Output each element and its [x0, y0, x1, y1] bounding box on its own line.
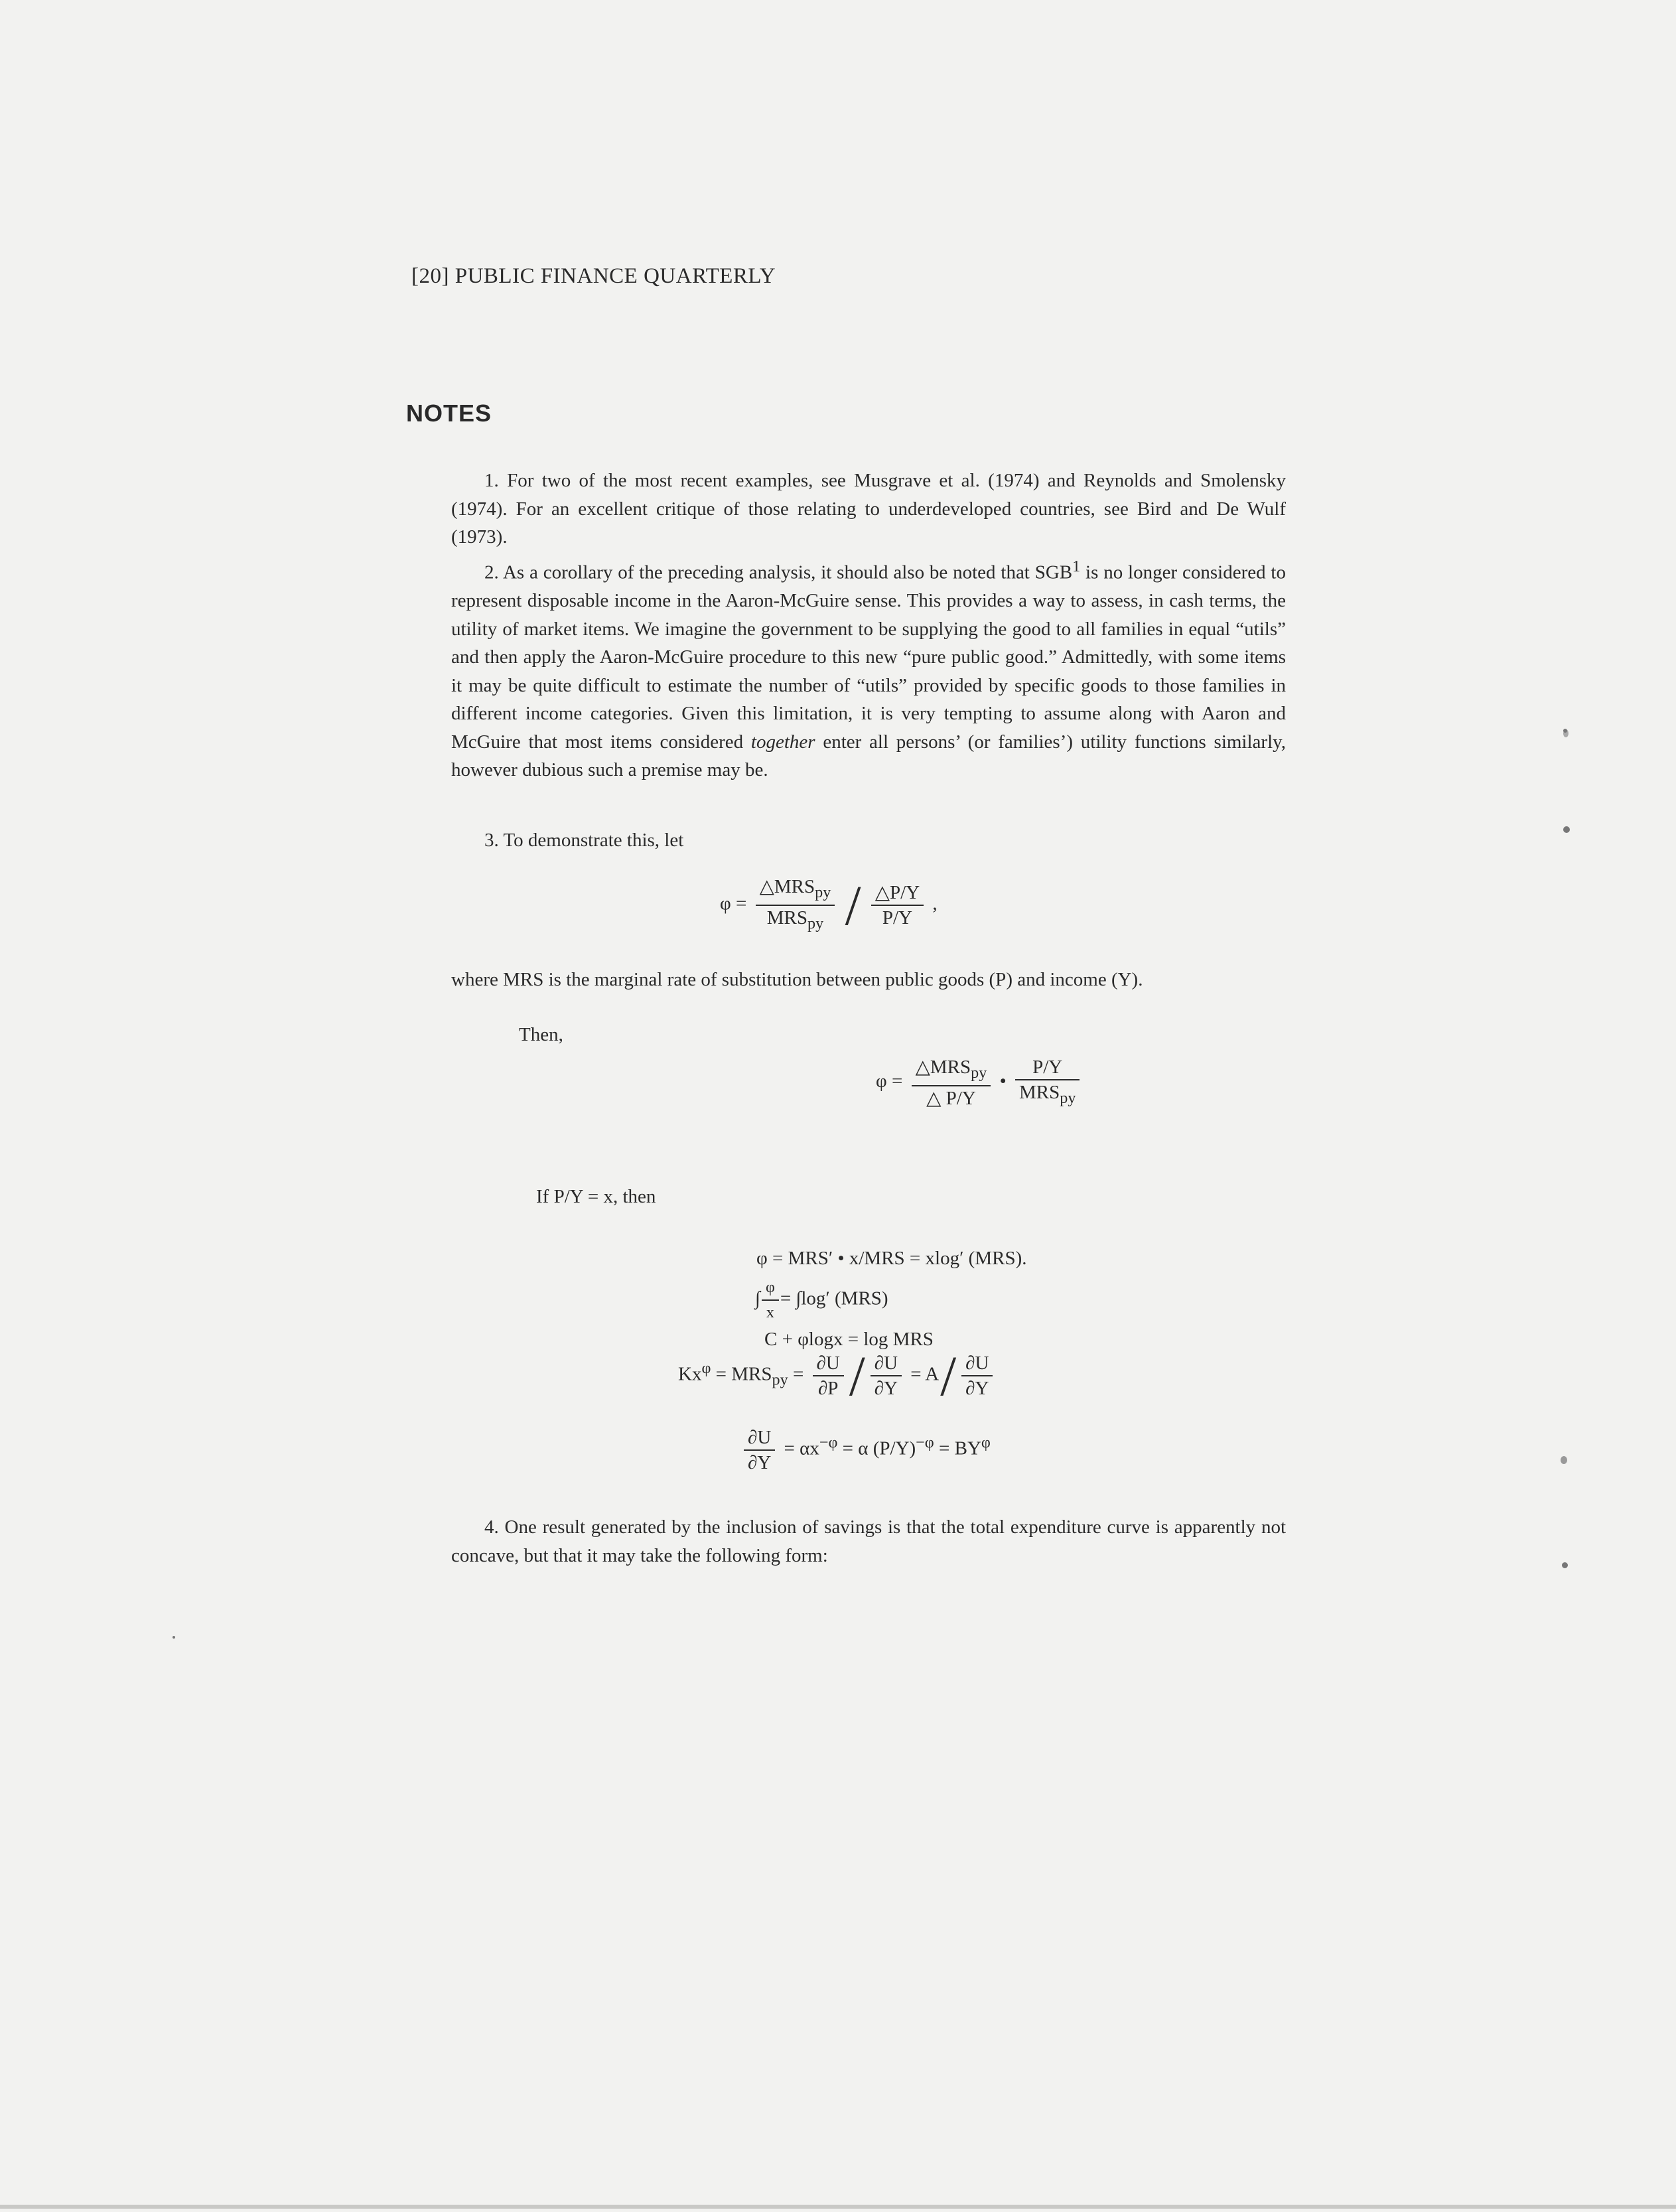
- eq1-slash: /: [845, 873, 861, 937]
- eq1-den1: MRS: [766, 907, 807, 928]
- eq7-den: ∂Y: [744, 1449, 775, 1475]
- eq1-num1-sub: py: [815, 883, 831, 901]
- eq2-den2-sub: py: [1060, 1088, 1076, 1107]
- eq6-num3: ∂U: [965, 1353, 989, 1374]
- eq4-num: φ: [765, 1279, 775, 1296]
- eq1-den1-sub: py: [807, 914, 824, 932]
- equation-3: φ = MRS′ • x/MRS = xlog′ (MRS).: [756, 1248, 1027, 1269]
- eq2-den2: MRS: [1018, 1082, 1060, 1103]
- note-1: [451, 467, 1286, 552]
- eq6-mid: = MRS: [715, 1363, 772, 1385]
- eq6-fraction-1: [813, 1351, 844, 1400]
- scan-speck: [1561, 1456, 1567, 1464]
- equation-7: [740, 1426, 991, 1475]
- eq7-fraction: [744, 1426, 775, 1475]
- eq4-integral: ∫: [755, 1288, 760, 1309]
- eq4-rest: = ∫log′ (MRS): [780, 1288, 888, 1309]
- eq6-a: = A: [910, 1363, 940, 1385]
- eq2-fraction-2: [1015, 1055, 1080, 1110]
- eq6-slash-2: /: [940, 1344, 957, 1408]
- eq1-num1: △MRS: [759, 876, 815, 897]
- eq6-num1: ∂U: [816, 1353, 840, 1374]
- note-2-text-a: 2. As a corollary of the preceding analysis, it should also be noted that SGB: [484, 561, 1073, 583]
- note-2-text-c: enter all persons’ (or families’) utility functions similarly, however dubious such a premise may be.: [451, 731, 1287, 781]
- note-2-superscript: 1: [1072, 557, 1081, 575]
- eq2-den1: △ P/Y: [912, 1085, 991, 1110]
- scan-speck: [173, 1636, 175, 1639]
- eq7-rest3: = BY: [934, 1438, 981, 1459]
- eq7-rest1: = αx: [784, 1438, 819, 1459]
- scan-speck: [1562, 1562, 1568, 1568]
- note-4-text: 4. One result generated by the inclusion of savings is that the total expenditure curve is apparently not concave, but that it may take the following form:: [451, 1516, 1286, 1566]
- eq7-sup3: φ: [981, 1434, 991, 1451]
- eq6-num2: ∂U: [874, 1353, 898, 1374]
- eq6-lhs: Kx: [678, 1363, 702, 1385]
- scan-speck: [1563, 729, 1567, 733]
- equation-5: C + φlogx = log MRS: [764, 1329, 934, 1350]
- eq2-lhs: φ =: [876, 1070, 903, 1092]
- then-label: Then,: [519, 1024, 563, 1045]
- eq7-rest2: = α (P/Y): [837, 1438, 916, 1459]
- eq1-tail: ,: [932, 893, 938, 915]
- eq7-sup2: −φ: [916, 1434, 934, 1451]
- where-paragraph: where MRS is the marginal rate of substitution between public goods (P) and income (Y).: [451, 969, 1143, 990]
- eq6-fraction-2: [871, 1351, 902, 1400]
- eq7-sup1: −φ: [819, 1434, 838, 1451]
- eq6-den1: ∂P: [813, 1375, 844, 1400]
- note-3-intro-text: 3. To demonstrate this, let: [484, 830, 684, 851]
- eq1-fraction-1: [756, 875, 835, 936]
- eq2-num1-sub: py: [971, 1063, 987, 1082]
- eq4-fraction: [762, 1276, 779, 1325]
- eq2-num2: P/Y: [1032, 1057, 1063, 1078]
- eq6-mid-sub: py: [772, 1370, 788, 1389]
- equation-4: [755, 1276, 888, 1325]
- eq7-num: ∂U: [748, 1427, 772, 1448]
- eq6-slash-1: /: [849, 1344, 865, 1408]
- running-header: [20] PUBLIC FINANCE QUARTERLY: [411, 264, 776, 288]
- eq2-num1: △MRS: [915, 1057, 971, 1078]
- note-2: [451, 553, 1286, 784]
- scan-speck: [1563, 826, 1570, 833]
- note-4: [451, 1513, 1286, 1570]
- scan-edge: [0, 2205, 1676, 2209]
- note-2-text-b: is no longer considered to represent disposable income in the Aaron-McGuire sense. This provides a way to assess, in cash terms, the utility of market items. We imagine the government to be supplying the good to all families in equal “utils” and then apply the Aaron-McGuire procedure to this new “pure public good.” Admittedly, with some items it may be quite difficult to estimate the number of “utils” provided by specific goods to those families in different income categories. Given this limitation, it is very tempting to assume along with Aaron and McGuire that most items considered: [451, 561, 1286, 753]
- eq4-den: x: [762, 1299, 779, 1325]
- note-3-intro: [451, 826, 1286, 855]
- eq1-lhs: φ =: [720, 893, 747, 915]
- eq1-den2: P/Y: [871, 905, 924, 930]
- note-1-text: 1. For two of the most recent examples, see Musgrave et al. (1974) and Reynolds and Smolensky (1974). For an excellent critique of those relating to underdeveloped countries, see Bird and De Wulf (1973).: [451, 470, 1286, 548]
- eq6-den3: ∂Y: [961, 1375, 993, 1400]
- note-2-italic: together: [750, 731, 815, 753]
- eq2-fraction-1: [912, 1055, 991, 1110]
- eq1-num2: △P/Y: [874, 881, 920, 903]
- notes-heading: NOTES: [406, 400, 492, 427]
- eq6-lhs-sup: φ: [701, 1359, 711, 1377]
- if-line: If P/Y = x, then: [536, 1186, 656, 1207]
- equation-1: [720, 875, 938, 936]
- equation-2: [876, 1055, 1083, 1110]
- eq2-dot: •: [999, 1070, 1007, 1092]
- eq6-eq: =: [792, 1363, 804, 1385]
- eq1-fraction-2: [871, 881, 924, 930]
- eq6-fraction-3: [961, 1351, 993, 1400]
- equation-6: [678, 1344, 997, 1408]
- eq6-den2: ∂Y: [871, 1375, 902, 1400]
